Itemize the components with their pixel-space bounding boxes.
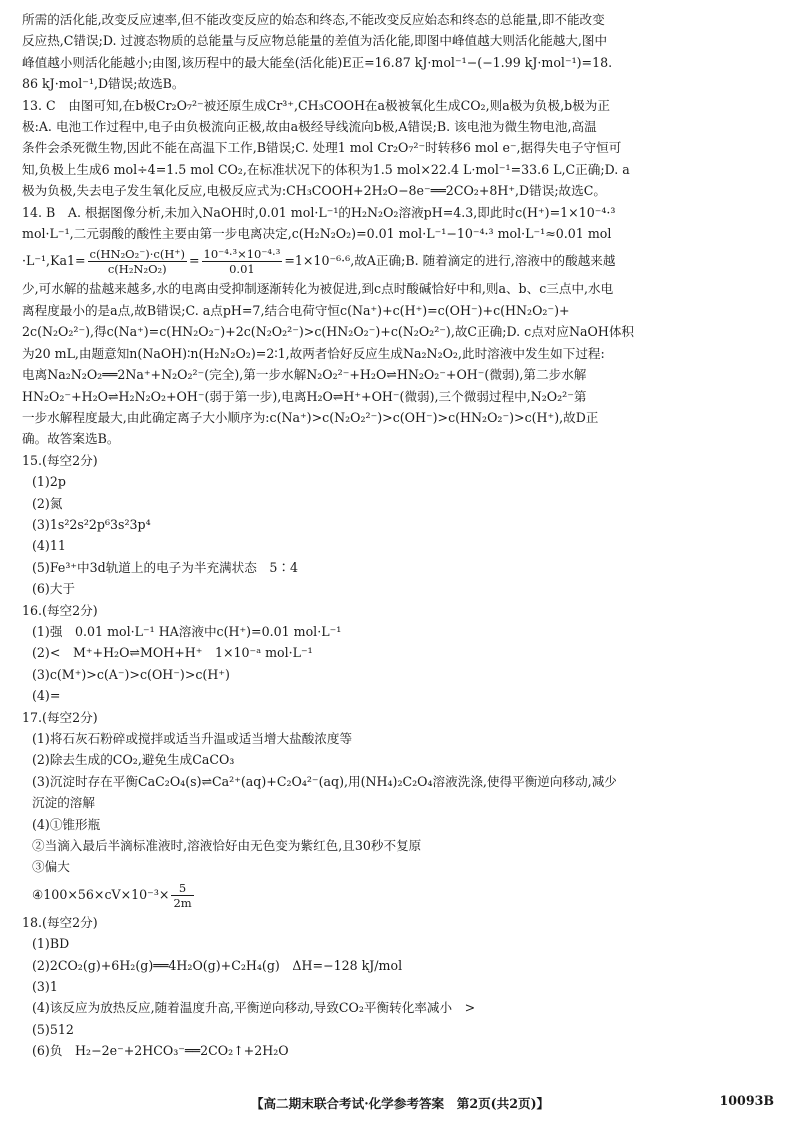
text-line: HN₂O₂⁻+H₂O⇌H₂N₂O₂+OH⁻(弱于第一步),电离H₂O⇌H⁺+OH⁻(微弱),三个微弱过程中,N₂O₂²⁻第 [22,388,587,404]
page-footer [0,1093,800,1115]
answer-item: (2)< M⁺+H₂O⇌MOH+H⁺ 1×10⁻ᵃ mol·L⁻¹ [32,645,313,661]
question-18-header: 18.(每空2分) [22,914,98,930]
ka1-value-numerator: 10⁻⁴·³×10⁻⁴·³ [203,247,281,262]
answer-item: 沉淀的溶解 [32,795,95,811]
answer-item: (3)沉淀时存在平衡CaC₂O₄(s)⇌Ca²⁺(aq)+C₂O₄²⁻(aq),用(NH₄)₂C₂O₄溶液洗涤,使得平衡逆向移动,减少 [32,773,617,789]
formula-fraction [171,881,193,910]
answer-item: (3)1s²2s²2p⁶3s²3p⁴ [32,516,151,532]
answer-item: ③偏大 [32,859,70,875]
question-16-header: 16.(每空2分) [22,602,98,618]
question-13-header: 13. C 由图可知,在b极Cr₂O₇²⁻被还原生成Cr³⁺,CH₃COOH在a极被氧化生成CO₂,则a极为负极,b极为正 [22,97,610,113]
footer-code: 10093B [719,1093,774,1108]
answer-item: (5)Fe³⁺中3d轨道上的电子为半充满状态 5∶4 [32,559,299,575]
text-line: 知,负极上生成6 mol÷4=1.5 mol CO₂,在标准状况下的体积为1.5 mol×22.4 L·mol⁻¹=33.6 L,C正确;D. a [22,161,630,177]
answer-item: (2)2CO₂(g)+6H₂(g)══4H₂O(g)+C₂H₄(g) ΔH=−128 kJ/mol [32,957,403,973]
answer-item: (2)氮 [32,495,63,511]
formula-prefix: ④100×56×cV×10⁻³× [32,886,170,902]
answer-item: (4)11 [32,538,66,554]
answer-item: ②当滴入最后半滴标准液时,溶液恰好由无色变为紫红色,且30秒不复原 [32,838,422,854]
answer-body [22,9,774,1062]
answer-item: (4)= [32,688,61,704]
ka1-value-denominator: 0.01 [229,262,255,277]
text-line: 条件会杀死微生物,因此不能在高温下工作,B错误;C. 处理1 mol Cr₂O₇²⁻时转移6 mol e⁻,据得失电子守恒可 [22,140,622,156]
text-line: 86 kJ·mol⁻¹,D错误;故选B。 [22,76,185,92]
answer-item: (4)①锥形瓶 [32,816,101,832]
question-14-header: 14. B A. 根据图像分析,未加入NaOH时,0.01 mol·L⁻¹的H₂N₂O₂溶液pH=4.3,即此时c(H⁺)=1×10⁻⁴·³ [22,204,616,220]
answer-item: (3)1 [32,979,58,995]
text-line: 电离Na₂N₂O₂══2Na⁺+N₂O₂²⁻(完全),第一步水解N₂O₂²⁻+H₂O⇌HN₂O₂⁻+OH⁻(微弱),第二步水解 [22,367,587,383]
text-line: 峰值越小则活化能越小;由图,该历程中的最大能垒(活化能)E正=16.87 kJ·mol⁻¹−(−1.99 kJ·mol⁻¹)=18. [22,54,613,70]
ka1-formula-line [22,244,774,278]
text-line: 极:A. 电池工作过程中,电子由负极流向正极,故由a极经导线流向b极,A错误;B. 该电池为微生物电池,高温 [22,119,597,135]
answer-item: (4)该反应为放热反应,随着温度升高,平衡逆向移动,导致CO₂平衡转化率减小 > [32,1000,476,1016]
answer-item: (6)大于 [32,581,76,597]
answer-item: (1)2p [32,474,66,490]
answer-item: (1)BD [32,936,70,952]
ka1-denominator: c(H₂N₂O₂) [107,262,167,277]
fraction-denominator: 2m [173,895,192,910]
question-15-header: 15.(每空2分) [22,452,98,468]
answer-item-formula [22,878,774,912]
text-line: 离程度最小的是a点,故B错误;C. a点pH=7,结合电荷守恒c(Na⁺)+c(H⁺)=c(OH⁻)+c(HN₂O₂⁻)+ [22,302,570,318]
footer-title: 【高二期末联合考试·化学参考答案 第2页(共2页)】 [250,1096,550,1111]
ka1-fraction [88,247,187,276]
text-line: 少,可水解的盐越来越多,水的电离由受抑制逐渐转化为被促进,到c点时酸碱恰好中和,则a、b、c三点中,水电 [22,281,614,297]
answer-item: (5)512 [32,1021,74,1037]
ka1-numerator: c(HN₂O₂⁻)·c(H⁺) [89,247,185,262]
text-line: 确。故答案选B。 [22,431,120,447]
ka1-prefix: ·L⁻¹,Ka1= [22,253,86,269]
text-line: 为20 mL,由题意知n(NaOH)∶n(H₂N₂O₂)=2∶1,故两者恰好反应生成Na₂N₂O₂,此时溶液中发生如下过程: [22,345,605,361]
answer-item: (3)c(M⁺)>c(A⁻)>c(OH⁻)>c(H⁺) [32,666,230,682]
question-17-header: 17.(每空2分) [22,709,98,725]
text-line: mol·L⁻¹,二元弱酸的酸性主要由第一步电离决定,c(H₂N₂O₂)=0.01 mol·L⁻¹−10⁻⁴·³ mol·L⁻¹≈0.01 mol [22,226,612,242]
fraction-numerator: 5 [171,881,193,896]
answer-item: (1)将石灰石粉碎或搅拌或适当升温或适当增大盐酸浓度等 [32,731,353,746]
answer-item: (6)负 H₂−2e⁻+2HCO₃⁻══2CO₂↑+2H₂O [32,1043,289,1059]
text-line: 2c(N₂O₂²⁻),得c(Na⁺)=c(HN₂O₂⁻)+2c(N₂O₂²⁻)>c(HN₂O₂⁻)+c(N₂O₂²⁻),故C正确;D. c点对应NaOH体积 [22,324,635,340]
ka1-suffix: =1×10⁻⁶·⁶,故A正确;B. 随着滴定的进行,溶液中的酸越来越 [284,253,616,269]
ka1-value-fraction [202,247,283,276]
answer-item: (2)除去生成的CO₂,避免生成CaCO₃ [32,752,235,768]
answer-item: (1)强 0.01 mol·L⁻¹ HA溶液中c(H⁺)=0.01 mol·L⁻¹ [32,623,342,639]
text-line: 极为负极,失去电子发生氧化反应,电极反应式为:CH₃COOH+2H₂O−8e⁻══2CO₂+8H⁺,D错误;故选C。 [22,183,606,199]
text-line: 所需的活化能,改变反应速率,但不能改变反应的始态和终态,不能改变反应始态和终态的总能量,即不能改变 [22,12,605,27]
text-line: 反应热,C错误;D. 过渡态物质的总能量与反应物总能量的差值为活化能,即图中峰值越大则活化能越大,图中 [22,33,608,49]
text-line: 一步水解程度最大,由此确定离子大小顺序为:c(Na⁺)>c(N₂O₂²⁻)>c(OH⁻)>c(HN₂O₂⁻)>c(H⁺),故D正 [22,409,599,425]
equals-sign: = [188,253,200,269]
